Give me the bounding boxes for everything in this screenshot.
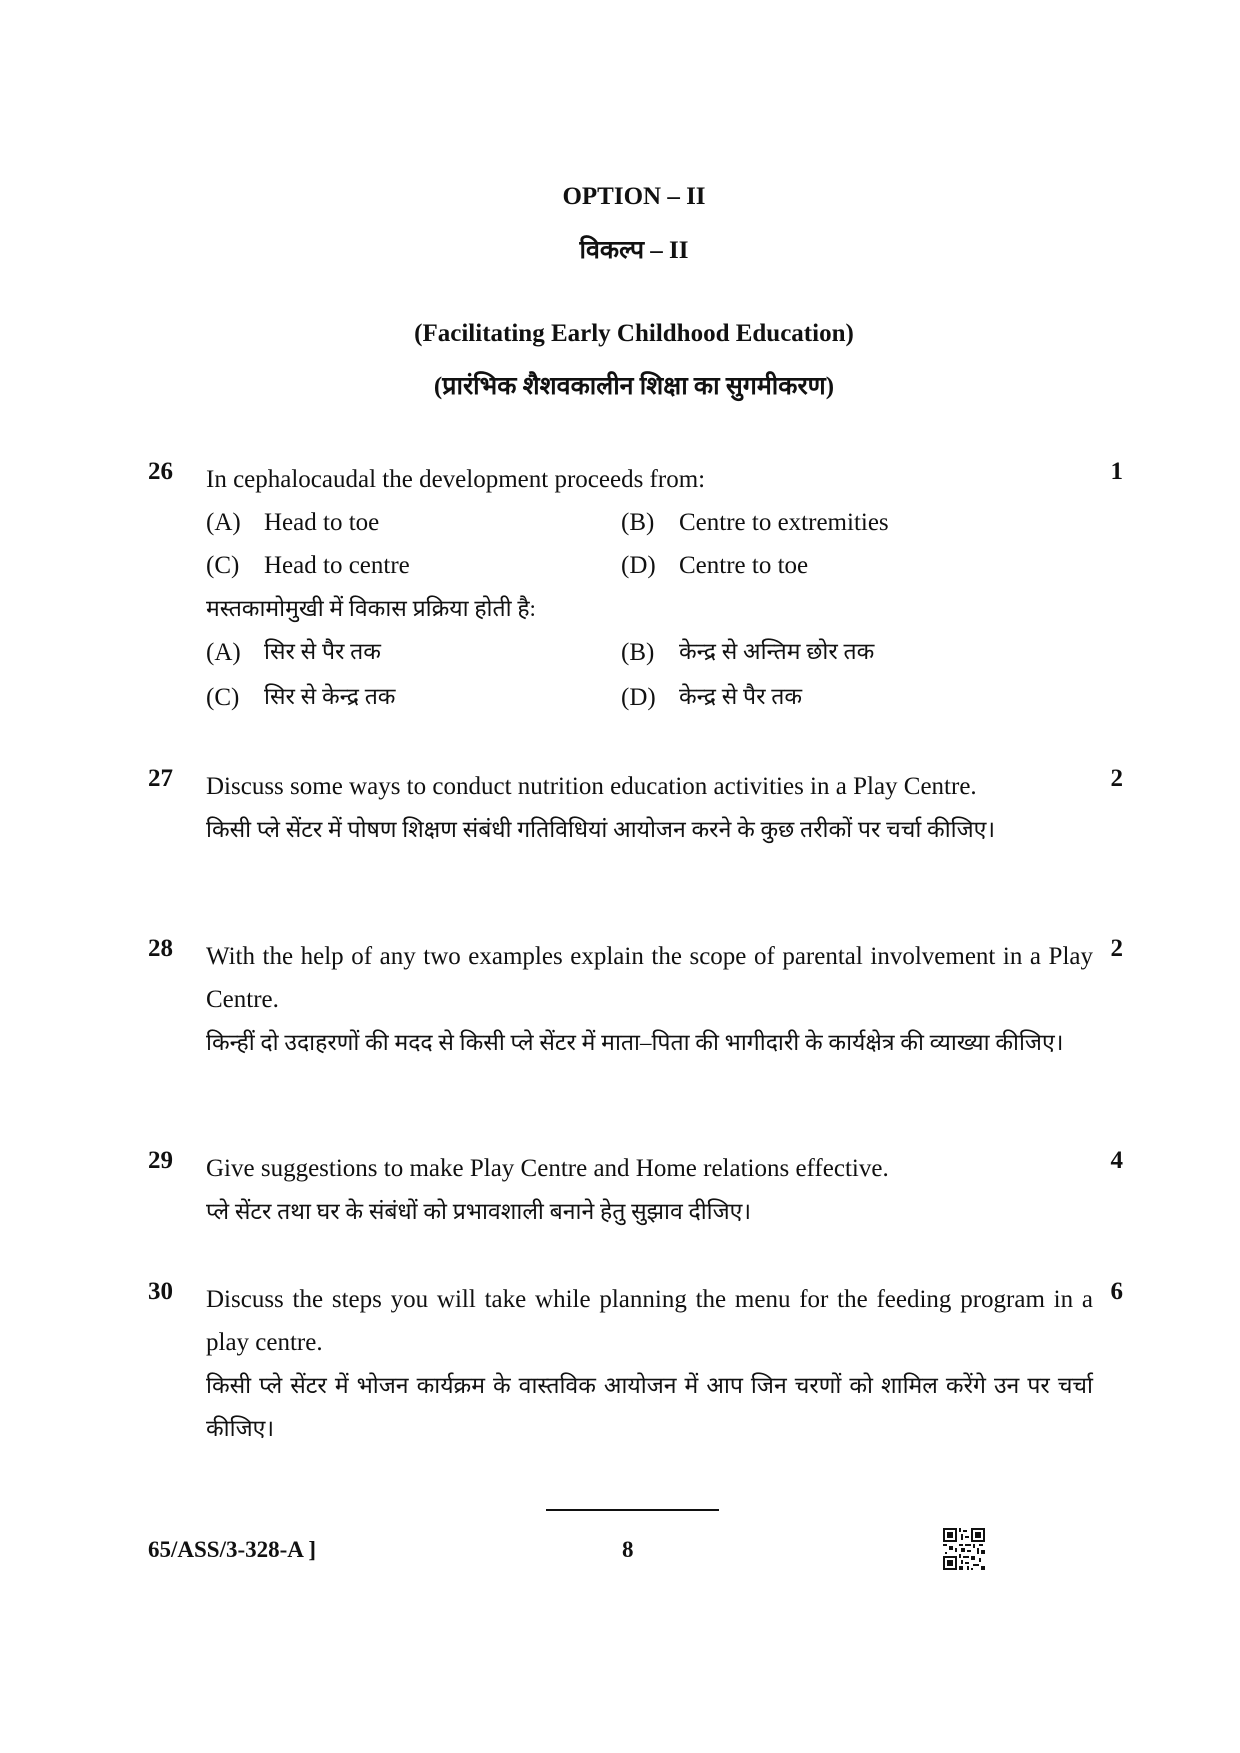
question-number: 27 — [148, 765, 173, 792]
question-text-hi: किसी प्ले सेंटर में भोजन कार्यक्रम के वास्तविक आयोजन में आप जिन चरणों को शामिल करेंगे उन पर चर्चा कीजिए। — [206, 1373, 1093, 1441]
option-c-en: (C) Head to centre — [206, 552, 410, 579]
question-marks: 1 — [1110, 458, 1123, 485]
question-26 — [148, 458, 1123, 720]
option-c-hi: (C) सिर से केन्द्र तक — [206, 684, 396, 711]
subject-title-hi: (प्रारंभिक शैशवकालीन शिक्षा का सुगमीकरण) — [433, 373, 835, 400]
question-29 — [148, 1147, 1123, 1233]
question-text-en: With the help of any two examples explain the scope of parental involvement in a Play Centre. — [206, 943, 1093, 1013]
paper-code: 65/ASS/3-328-A ] — [148, 1537, 317, 1562]
option-b-en: (B) Centre to extremities — [621, 509, 889, 536]
question-number: 26 — [148, 458, 173, 485]
question-30 — [148, 1278, 1123, 1450]
question-text-hi: मस्तकामोमुखी में विकास प्रक्रिया होती है: — [206, 596, 536, 621]
question-marks: 4 — [1110, 1147, 1123, 1174]
end-divider — [546, 1509, 719, 1511]
option-heading-en: OPTION – II — [562, 183, 706, 210]
question-text-hi: किन्हीं दो उदाहरणों की मदद से किसी प्ले सेंटर में माता–पिता की भागीदारी के कार्यक्षेत्र की व्याख्या कीजिए। — [206, 1030, 1064, 1055]
question-number: 29 — [148, 1147, 173, 1174]
option-a-en: (A) Head to toe — [206, 509, 380, 536]
question-text-en: Give suggestions to make Play Centre and Home relations effective. — [206, 1155, 889, 1182]
option-b-hi: (B) केन्द्र से अन्तिम छोर तक — [621, 639, 875, 666]
subject-title-en: (Facilitating Early Childhood Education) — [414, 320, 854, 347]
option-a-hi: (A) सिर से पैर तक — [206, 639, 381, 666]
question-28 — [148, 935, 1123, 1064]
question-marks: 2 — [1110, 765, 1123, 792]
question-number: 28 — [148, 935, 173, 962]
question-text-hi: किसी प्ले सेंटर में पोषण शिक्षण संबंधी गतिविधियां आयोजन करने के कुछ तरीकों पर चर्चा कीजिए। — [206, 817, 996, 842]
question-marks: 2 — [1110, 935, 1123, 962]
options-en — [206, 501, 1093, 587]
question-text-hi: प्ले सेंटर तथा घर के संबंधों को प्रभावशाली बनाने हेतु सुझाव दीजिए। — [206, 1199, 752, 1224]
question-marks: 6 — [1110, 1278, 1123, 1305]
options-hi — [206, 630, 1093, 720]
question-number: 30 — [148, 1278, 173, 1305]
question-text-en: Discuss the steps you will take while planning the menu for the feeding program in a play centre. — [206, 1286, 1093, 1356]
question-text-en: In cephalocaudal the development proceeds from: — [206, 466, 706, 493]
option-d-hi: (D) केन्द्र से पैर तक — [621, 684, 803, 711]
question-27 — [148, 765, 1123, 851]
qr-code-icon — [943, 1528, 985, 1570]
option-d-en: (D) Centre to toe — [621, 552, 809, 579]
question-text-en: Discuss some ways to conduct nutrition education activities in a Play Centre. — [206, 773, 977, 800]
option-heading-hi: विकल्प – II — [579, 237, 689, 264]
page-number: 8 — [622, 1537, 634, 1562]
